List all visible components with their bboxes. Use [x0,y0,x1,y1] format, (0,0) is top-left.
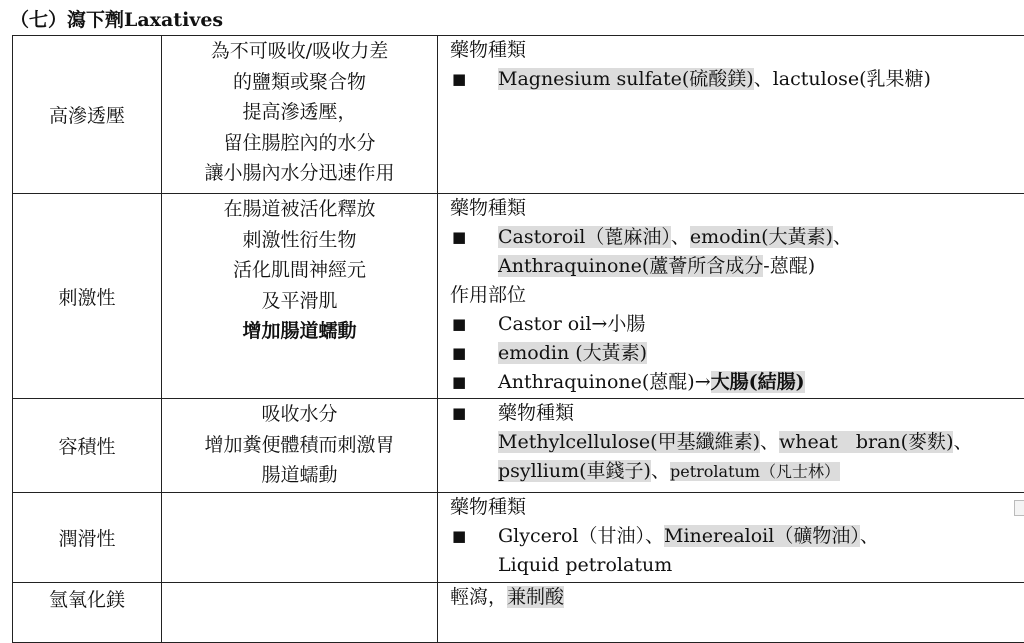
drug-name: Castoroil（蓖麻油） [498,226,671,248]
drugs-cell [438,493,1024,583]
list-item-continuation [450,457,1024,486]
separator: 、 [671,226,690,248]
mechanism-cell [162,36,438,194]
category-cell [13,194,162,399]
drugs-cell [438,583,1024,643]
drug-name: wheat bran(麥麩) [779,431,953,453]
mechanism-line: 刺激性衍生物 [162,225,437,256]
site-text: Castor oil→小腸 [498,313,645,335]
mechanism-cell [162,399,438,493]
bullet-square-icon: ■ [452,368,466,397]
list-item [450,339,1024,368]
mechanism-line: 留住腸腔內的水分 [162,128,437,159]
separator: 、 [645,525,664,547]
category-label: 氫氧化鎂 [49,589,125,611]
site-text: emodin (大黃素) [498,342,647,364]
section-title: （七）瀉下劑Laxatives [10,5,223,32]
bullet-square-icon: ■ [452,522,466,551]
separator: 、 [860,525,879,547]
drug-name: Liquid petrolatum [498,554,672,576]
note-text: 兼制酸 [507,586,564,608]
mechanism-line: 活化肌間神經元 [162,255,437,286]
list-item [450,223,1024,252]
drug-class-heading: 藥物種類 [450,194,1024,223]
separator: 、 [754,68,773,90]
category-label: 高滲透壓 [49,105,125,127]
note-text: 輕瀉， [450,586,507,608]
list-item-continuation [450,428,1024,457]
list-item [450,310,1024,339]
mechanism-line: 增加腸道蠕動 [162,316,437,347]
separator: 、 [833,226,852,248]
drug-name: Glycerol（甘油） [498,525,645,547]
category-label: 潤滑性 [58,528,115,550]
list-item-continuation [450,551,1024,580]
drugs-cell [438,36,1024,194]
list-item [450,65,1024,94]
separator: 、 [953,431,972,453]
list-item [450,368,1024,397]
note-line [450,583,1024,612]
bullet-square-icon: ■ [452,310,466,339]
site-heading: 作用部位 [450,281,1024,310]
mechanism-cell [162,194,438,399]
list-item [450,522,1024,551]
drug-class-heading: 藥物種類 [450,493,1024,522]
category-cell [13,583,162,643]
mechanism-line: 的鹽類或聚合物 [162,67,437,98]
mechanism-line: 在腸道被活化釋放 [162,194,437,225]
mechanism-line: 吸收水分 [162,399,437,430]
mechanism-line: 腸道蠕動 [162,460,437,491]
category-cell [13,36,162,194]
table-row [13,583,1024,643]
mechanism-cell [162,583,438,643]
category-label: 刺激性 [58,287,115,309]
bullet-square-icon: ■ [452,65,466,94]
bullet-square-icon: ■ [452,399,466,428]
mechanism-line: 為不可吸收/吸收力差 [162,36,437,67]
table-row [13,399,1024,493]
category-cell [13,399,162,493]
mechanism-line: 及平滑肌 [162,286,437,317]
drug-name: Methylcellulose(甲基纖維素) [498,431,760,453]
table-row [13,194,1024,399]
laxatives-table [12,35,1024,643]
bullet-square-icon: ■ [452,223,466,252]
mechanism-cell [162,493,438,583]
drug-class-heading: 藥物種類 [498,402,574,424]
scroll-handle[interactable] [1014,500,1024,516]
mechanism-line: 讓小腸內水分迅速作用 [162,158,437,189]
drug-name: Anthraquinone(蘆薈所含成分 [498,255,763,277]
mechanism-line: 增加糞便體積而刺激胃 [162,430,437,461]
drug-name: petrolatum（凡士林） [670,462,840,481]
category-cell [13,493,162,583]
list-item-continuation [450,252,1024,281]
drug-name: -蒽醌) [763,255,815,277]
drugs-cell [438,399,1024,493]
drug-name: psyllium(車錢子) [498,460,651,482]
table-row [13,493,1024,583]
site-text: Anthraquinone(蒽醌)→ [498,371,711,393]
drug-name: lactulose(乳果糖) [773,68,931,90]
drug-name: emodin(大黃素) [690,226,833,248]
bullet-square-icon: ■ [452,339,466,368]
drugs-cell [438,194,1024,399]
table-row [13,36,1024,194]
drug-name: Magnesium sulfate(硫酸鎂) [498,68,754,90]
site-text: 大腸(結腸) [711,371,805,393]
drug-class-heading: 藥物種類 [450,36,1024,65]
separator: 、 [651,460,670,482]
mechanism-line: 提高滲透壓， [162,97,437,128]
list-item [450,399,1024,428]
category-label: 容積性 [58,436,115,458]
drug-name: Minerealoil（礦物油） [664,525,860,547]
separator: 、 [760,431,779,453]
